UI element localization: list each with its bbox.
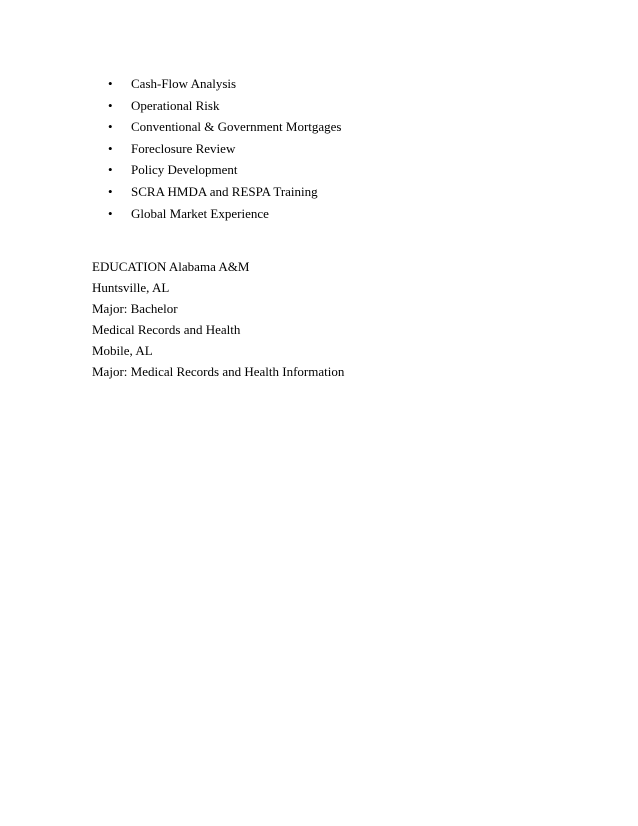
bullet-icon: • — [108, 119, 113, 135]
skill-label: SCRA HMDA and RESPA Training — [131, 183, 318, 199]
list-item — [108, 116, 342, 138]
education-location: Huntsville, AL — [92, 280, 170, 295]
skill-label: Global Market Experience — [131, 205, 269, 221]
bullet-icon: • — [108, 183, 113, 199]
education-section — [92, 256, 344, 382]
bullet-icon: • — [108, 97, 113, 113]
bullet-icon: • — [108, 76, 113, 91]
education-program: Medical Records and Health — [92, 322, 241, 337]
list-item — [108, 203, 342, 225]
bullet-icon: • — [108, 162, 113, 178]
education-major: Major: Bachelor — [92, 301, 178, 316]
skill-label: Conventional & Government Mortgages — [131, 119, 342, 135]
bullet-icon: • — [108, 205, 113, 221]
skill-label: Operational Risk — [131, 97, 220, 113]
skill-label: Foreclosure Review — [131, 140, 236, 156]
skills-list — [108, 73, 342, 224]
skill-label: Cash-Flow Analysis — [131, 76, 237, 91]
education-location: Mobile, AL — [92, 343, 153, 358]
skill-label: Policy Development — [131, 162, 238, 178]
list-item — [108, 95, 342, 117]
list-item — [108, 138, 342, 160]
list-item — [108, 73, 342, 95]
bullet-icon: • — [108, 140, 113, 156]
list-item — [108, 181, 342, 203]
list-item — [108, 159, 342, 181]
education-major: Major: Medical Records and Health Information — [92, 364, 345, 379]
education-heading: EDUCATION Alabama A&M — [92, 259, 250, 274]
